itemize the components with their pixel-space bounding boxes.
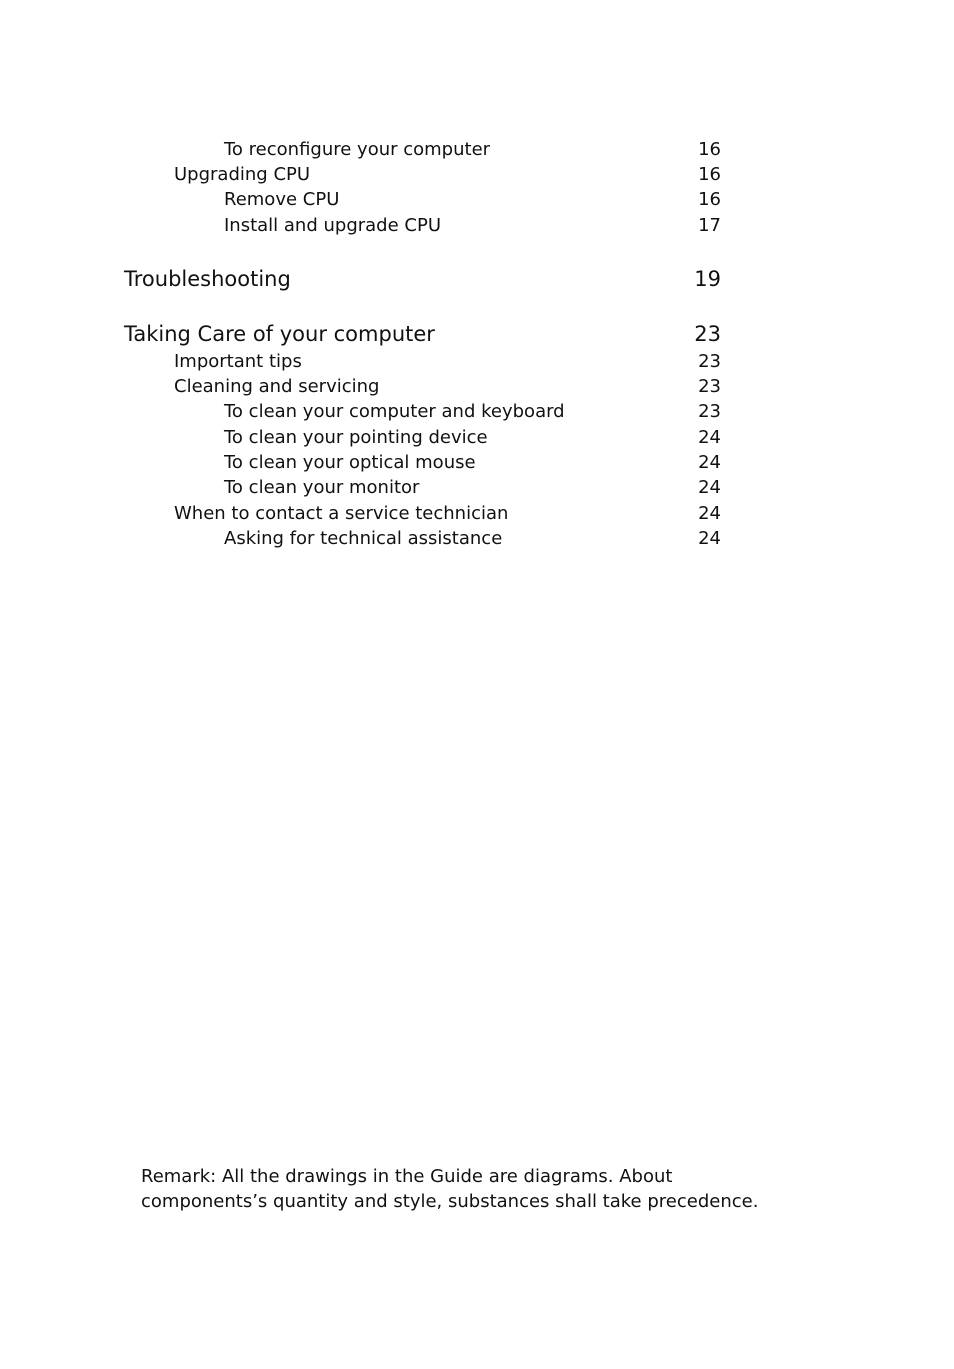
toc-entry-title: To clean your computer and keyboard [224, 401, 565, 422]
toc-entry-page: 16 [698, 189, 721, 210]
toc-entry-title: Important tips [174, 351, 302, 372]
toc-entry-page: 23 [698, 351, 721, 372]
toc-entry[interactable] [0, 477, 954, 503]
toc-entry-page: 23 [694, 322, 721, 346]
toc-entry[interactable] [0, 322, 954, 348]
toc-entry-title: Asking for technical assistance [224, 528, 503, 549]
toc-entry[interactable] [0, 401, 954, 427]
toc-entry-title: To clean your monitor [224, 477, 420, 498]
toc-entry-page: 24 [698, 427, 721, 448]
toc-entry[interactable] [0, 452, 954, 478]
toc-entry-title: Install and upgrade CPU [224, 215, 442, 236]
toc-entry-title: Taking Care of your computer [124, 322, 435, 346]
toc-entry[interactable] [0, 351, 954, 377]
toc-entry[interactable] [0, 503, 954, 529]
toc-entry-page: 24 [698, 503, 721, 524]
toc-entry-title: When to contact a service technician [174, 503, 509, 524]
toc-entry-page: 23 [698, 401, 721, 422]
toc-entry[interactable] [0, 376, 954, 402]
toc-entry-page: 24 [698, 452, 721, 473]
toc-entry-page: 17 [698, 215, 721, 236]
toc-entry-title: To clean your pointing device [224, 427, 488, 448]
toc-entry-title: To reconfigure your computer [224, 139, 491, 160]
toc-entry-page: 23 [698, 376, 721, 397]
toc-entry-title: To clean your optical mouse [224, 452, 476, 473]
toc-entry[interactable] [0, 427, 954, 453]
toc-entry-page: 16 [698, 139, 721, 160]
toc-entry-title: Troubleshooting [124, 267, 291, 291]
toc-entry-page: 24 [698, 477, 721, 498]
remark-line-1: Remark: All the drawings in the Guide are diagrams. About [141, 1166, 673, 1187]
remark-note [141, 1164, 841, 1214]
toc-entry[interactable] [0, 267, 954, 293]
toc-entry[interactable] [0, 215, 954, 241]
toc-entry-title: Upgrading CPU [174, 164, 311, 185]
toc-entry[interactable] [0, 139, 954, 165]
toc-entry[interactable] [0, 189, 954, 215]
remark-line-2: components’s quantity and style, substances shall take precedence. [141, 1191, 759, 1212]
toc-entry[interactable] [0, 164, 954, 190]
toc-entry-page: 19 [694, 267, 721, 291]
toc-entry-page: 16 [698, 164, 721, 185]
toc-entry-page: 24 [698, 528, 721, 549]
toc-entry-title: Cleaning and servicing [174, 376, 380, 397]
toc-entry[interactable] [0, 528, 954, 554]
toc-entry-title: Remove CPU [224, 189, 340, 210]
